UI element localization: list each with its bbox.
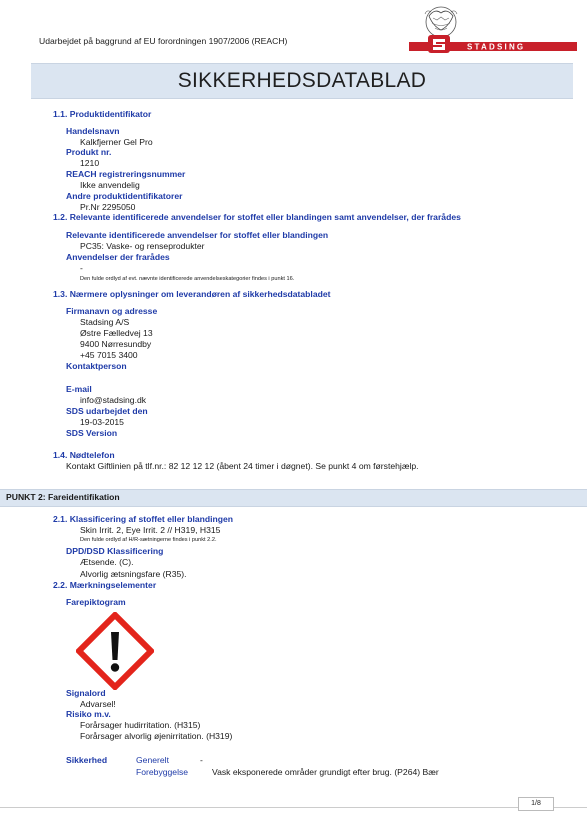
document-title: SIKKERHEDSDATABLAD <box>177 69 427 92</box>
logo-emblem <box>425 7 457 37</box>
email-label: E-mail <box>66 384 92 394</box>
dpd-line: Ætsende. (C). <box>80 557 134 567</box>
title-bar <box>31 63 573 99</box>
page-number: 1/8 <box>518 797 554 811</box>
stadsing-logo <box>405 4 581 56</box>
reach-value: Ikke anvendelig <box>80 180 140 190</box>
contact-person-label: Kontaktperson <box>66 361 127 371</box>
section-2-2-heading: 2.2. Mærkningselementer <box>53 580 157 590</box>
punkt-2-heading: PUNKT 2: Fareidentifikation <box>6 492 120 502</box>
product-no-value: 1210 <box>80 158 100 168</box>
logo-text: STADSING <box>467 42 526 52</box>
address-line: 9400 Nørresundby <box>80 339 152 349</box>
pictogram-label: Farepiktogram <box>66 597 126 607</box>
trade-name-value: Kalkfjerner Gel Pro <box>80 137 153 147</box>
signal-word-label: Signalord <box>66 688 106 698</box>
classification-value: Skin Irrit. 2, Eye Irrit. 2 // H319, H315 <box>80 525 221 535</box>
prevention-value: Vask eksponerede områder grundigt efter brug. (P264) Bær <box>212 767 439 777</box>
prevention-label: Forebyggelse <box>136 767 189 777</box>
company-label: Firmanavn og adresse <box>66 306 158 316</box>
section-1-1-heading: 1.1. Produktidentifikator <box>53 109 152 119</box>
general-label: Generelt <box>136 755 169 765</box>
other-identifiers-value: Pr.Nr 2295050 <box>80 202 136 212</box>
reach-label: REACH registreringsnummer <box>66 169 186 179</box>
general-value: - <box>200 755 203 765</box>
footer-divider <box>0 807 587 808</box>
address-line: Østre Fælledvej 13 <box>80 328 153 338</box>
sds-date-value: 19-03-2015 <box>80 417 124 427</box>
safety-label: Sikkerhed <box>66 755 108 765</box>
section-2-1-heading: 2.1. Klassificering af stoffet eller blandingen <box>53 514 234 524</box>
sds-date-label: SDS udarbejdet den <box>66 406 148 416</box>
classification-footnote: Den fulde ordlyd af H/R-sætningerne findes i punkt 2.2. <box>80 537 217 543</box>
signal-word-value: Advarsel! <box>80 699 116 709</box>
dpd-line: Alvorlig ætsningsfare (R35). <box>80 569 187 579</box>
risk-line: Forårsager hudirritation. (H315) <box>80 720 201 730</box>
regulation-note: Udarbejdet på baggrund af EU forordningen 1907/2006 (REACH) <box>39 36 288 46</box>
uses-advised-against-value: - <box>80 263 83 273</box>
section-1-2-heading: 1.2. Relevante identificerede anvendelser for stoffet eller blandingen samt anvendelser, der frarådes <box>53 212 461 222</box>
section-1-4-heading: 1.4. Nødtelefon <box>53 450 115 460</box>
risk-label: Risiko m.v. <box>66 709 111 719</box>
address-phone: +45 7015 3400 <box>80 350 138 360</box>
identified-uses-label: Relevante identificerede anvendelser for stoffet eller blandingen <box>66 230 329 240</box>
dpd-label: DPD/DSD Klassificering <box>66 546 164 556</box>
identified-uses-value: PC35: Vaske- og renseprodukter <box>80 241 205 251</box>
email-value[interactable]: info@stadsing.dk <box>80 395 147 405</box>
section-1-3-heading: 1.3. Nærmere oplysninger om leverandøren af sikkerhedsdatabladet <box>53 289 331 299</box>
other-identifiers-label: Andre produktidentifikatorer <box>66 191 183 201</box>
risk-line: Forårsager alvorlig øjenirritation. (H319) <box>80 731 233 741</box>
emergency-phone-text: Kontakt Giftlinien på tlf.nr.: 82 12 12 12 (åbent 24 timer i døgnet). Se punkt 4 om førstehjælp. <box>66 461 419 471</box>
uses-advised-against-label: Anvendelser der frarådes <box>66 252 170 262</box>
address-line: Stadsing A/S <box>80 317 130 327</box>
uses-footnote: Den fulde ordlyd af evt. nævnte identificerede anvendelseskategorier findes i punkt 16. <box>80 276 295 282</box>
product-no-label: Produkt nr. <box>66 147 112 157</box>
trade-name-label: Handelsnavn <box>66 126 120 136</box>
sds-version-label: SDS Version <box>66 428 118 438</box>
ghs-exclamation-pictogram <box>76 612 154 690</box>
